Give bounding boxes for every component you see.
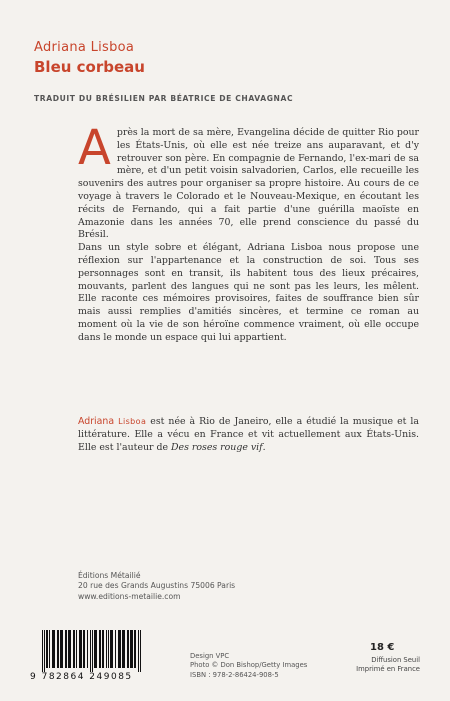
barcode-bar — [87, 630, 88, 668]
barcode-bar — [118, 630, 121, 668]
barcode-bar — [92, 630, 93, 674]
summary-paragraph-1-text: près la mort de sa mère, Evangelina décide de quitter Rio pour les États-Unis, où elle est née treize ans auparavant, et d'y retrouver son père. En compagnie de Fernando, l'ex-mari de sa mère, et d'un petit voisin salvadorien, Carlos, elle recueille les souvenirs des autres pour organiser sa propre histoire. Au cours de ce voyage à travers le Colorado et le Nouveau-Mexique, en écoutant les récits de Fernando, qui a fait partie d'une guérilla maoïste en Amazonie dans les années 70, elle prend conscience du passé du Brésil. — [78, 127, 419, 241]
barcode-bar — [83, 630, 85, 668]
publisher-info — [78, 571, 235, 602]
barcode-bar — [57, 630, 59, 668]
barcode-bar — [90, 630, 91, 674]
barcode-bar — [42, 630, 43, 674]
barcode-bar — [94, 630, 97, 668]
bio-author-name — [78, 416, 146, 427]
bio-text-end: . — [262, 441, 266, 453]
barcode-bar — [46, 630, 48, 668]
bio-first-name: Adriana — [78, 416, 115, 427]
printed-in: Imprimé en France — [356, 665, 420, 674]
barcode-bar — [115, 630, 116, 668]
translator-credit: TRADUIT DU BRÉSILIEN PAR BÉATRICE DE CHAVAGNAC — [34, 94, 294, 103]
barcode-bar — [122, 630, 125, 668]
barcode-bar — [65, 630, 67, 668]
bio-book-title: Des roses rouge vif — [171, 441, 263, 453]
publisher-website: www.editions-metailie.com — [78, 591, 181, 601]
barcode-bar — [52, 630, 55, 668]
barcode-bar — [44, 630, 45, 674]
publisher-address: 20 rue des Grands Augustins 75006 Paris — [78, 581, 236, 591]
barcode-bar — [68, 630, 71, 668]
barcode-bar — [102, 630, 104, 668]
summary-paragraph-2: Dans un style sobre et élégant, Adriana Lisboa nous propose une réflexion sur l'appartenance et la construction de soi. Tous ses personnages sont en transit, ils habitent tous des lieux précaires, mouvants, parlent des langues qui ne sont pas les leurs, les mêlent. Elle raconte ces mémoires provisoires, faites de souffrance bien sûr mais aussi remplies d'amitiés sincères, et termine ce roman au moment où la vie de son héroïne commence vraiment, où elle occupe dans le monde un espace qui lui appartient. — [78, 242, 419, 343]
barcode-bar — [138, 630, 139, 674]
book-summary — [78, 120, 419, 345]
book-title: Bleu corbeau — [34, 58, 145, 76]
barcode-bar — [110, 630, 113, 668]
barcode-bar — [60, 630, 63, 668]
barcode-bars — [34, 630, 184, 674]
distributor: Diffusion Seuil — [371, 656, 420, 664]
publisher-name: Éditions Métailié — [78, 571, 141, 580]
price: 18 € — [370, 642, 395, 653]
barcode-bar — [127, 630, 129, 668]
barcode-bar — [99, 630, 101, 668]
barcode-bar — [140, 630, 141, 674]
barcode-digits: 9 782864 249085 — [30, 672, 186, 682]
bio-last-name: Lisboa — [118, 417, 147, 426]
barcode-bar — [108, 630, 109, 668]
barcode-bar — [134, 630, 136, 668]
barcode-bar — [49, 630, 50, 668]
barcode-bar — [106, 630, 107, 668]
isbn-number: ISBN : 978-2-86424-908-5 — [190, 670, 279, 679]
drop-cap: A — [78, 120, 111, 176]
summary-paragraph-1 — [78, 120, 419, 242]
cover-credits — [190, 652, 307, 680]
design-credit: Design VPC — [190, 652, 230, 660]
distribution-info — [356, 656, 420, 675]
barcode-bar — [130, 630, 133, 668]
barcode-bar — [79, 630, 82, 668]
barcode-bar — [73, 630, 75, 668]
barcode-bar — [76, 630, 77, 668]
author-bio — [78, 416, 419, 454]
author-name: Adriana Lisboa — [34, 40, 135, 55]
bio-text: est née à Rio de Janeiro, elle a étudié la musique et la littérature. Elle a vécu en France et vit actuellement aux États-Unis. Elle est l'auteur de — [78, 416, 420, 453]
photo-credit: Photo © Don Bishop/Getty Images — [190, 661, 308, 670]
